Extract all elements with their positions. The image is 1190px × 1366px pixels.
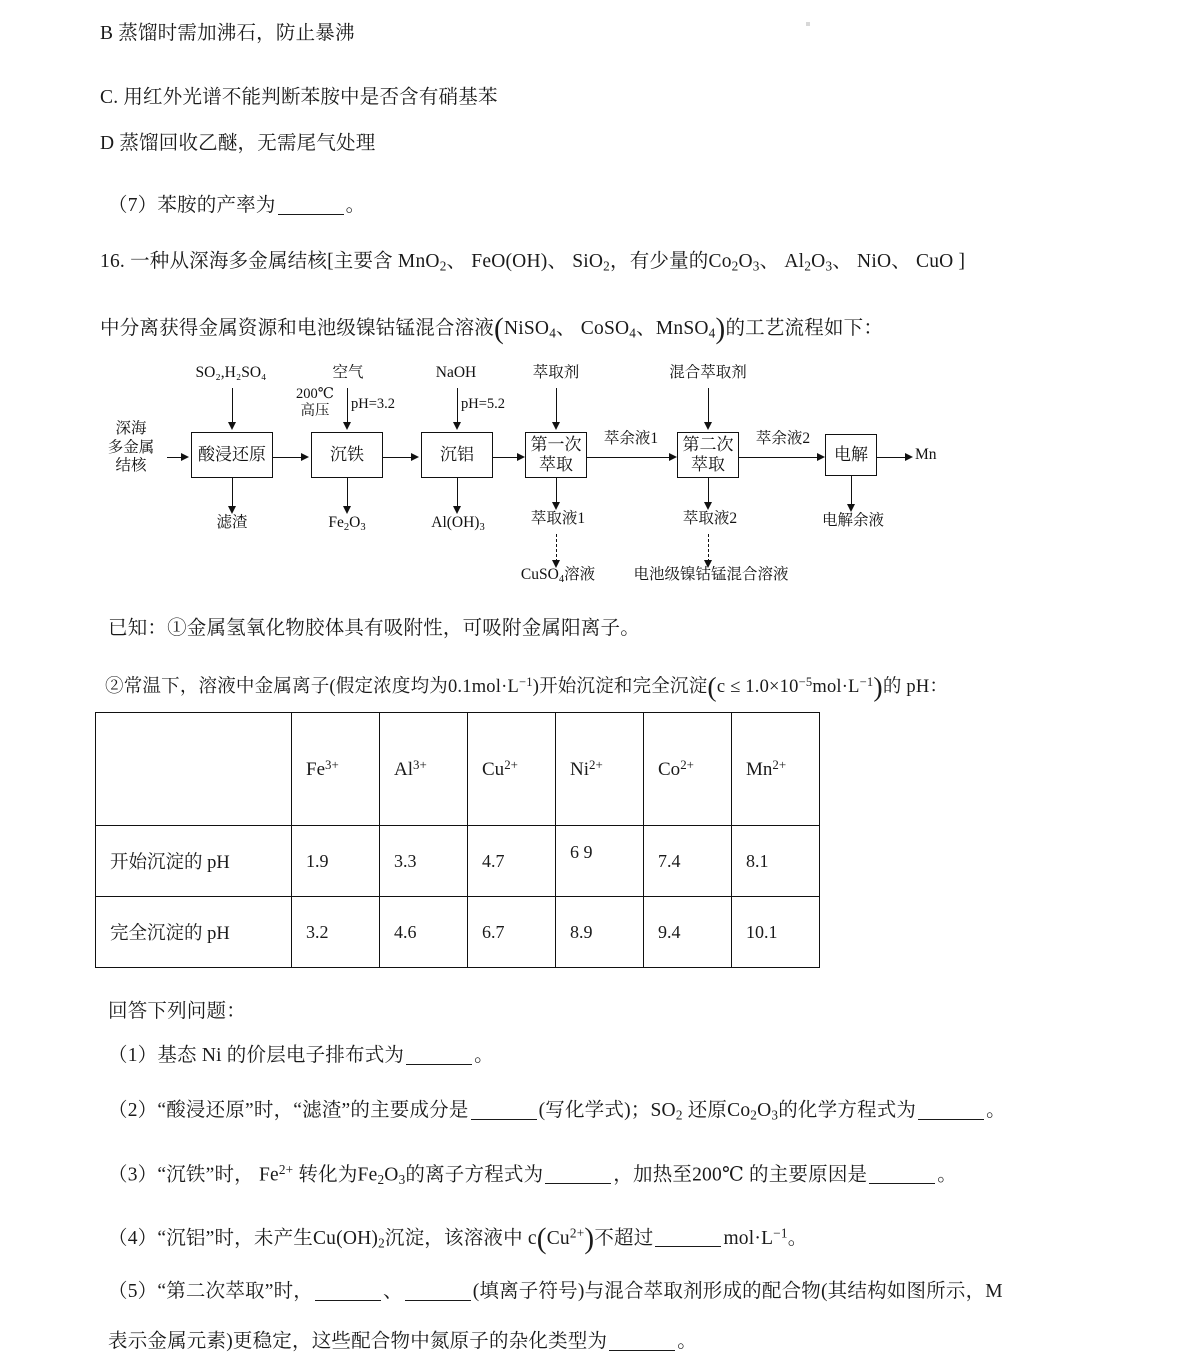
answer-blank[interactable] [315,1281,381,1301]
ph-precipitation-table [95,712,820,968]
flow-arrowhead-1-2 [301,453,309,461]
flow-arrowhead-aloh3 [453,506,461,514]
sub-question-4-sub-oh2: 2 [378,1235,385,1251]
known-2-e: c ≤ 1.0×10 [716,677,799,698]
known-2-c: 0.1mol·L [447,677,519,698]
q4-close-paren: ) [584,1223,595,1255]
answer-blank[interactable] [278,195,344,215]
box-extract-2[interactable] [677,432,739,478]
question-16-text-e: 、 Al [759,251,805,272]
question-7-text: （7）苯胺的产率为 [108,195,276,216]
question-16-line-1 [100,248,965,276]
box-al-precip-label: 沉铝 [440,444,474,464]
flow-arrowhead-2-3 [411,453,419,461]
sub-question-3-text-e: ，加热至200℃ 的主要原因是 [613,1164,868,1186]
ion-charge-co: 2+ [680,756,694,772]
sub-question-2-suffix: 。 [986,1100,1006,1121]
sub-niso4: 4 [549,325,557,341]
cell-start-fe: 1.9 [292,826,380,897]
question-16-number: 16. [100,251,125,272]
intermediate-raffinate-2: 萃余液2 [755,430,811,447]
sub-question-3-text-c: O [384,1164,399,1186]
flow-arrowhead-reagent-4 [552,422,560,430]
process-flow-diagram [95,358,965,593]
reagent-air: 空气 [332,364,364,381]
sub-question-3-text-a: “沉铁”时， Fe [157,1164,279,1186]
answer-blank[interactable] [869,1164,935,1184]
condition-temperature: 200℃ [296,386,334,402]
scan-artifact-dot [806,22,810,26]
flow-connector-fe2o3 [347,478,348,508]
output-aloh3-sub: 3 [479,521,485,533]
cell-complete-ni: 8.9 [556,897,644,968]
sub-question-5-line-1 [108,1278,1003,1306]
answer-blank[interactable] [609,1331,675,1351]
question-16-text-d: O [738,251,753,272]
known-2-g: 的 pH： [882,677,949,698]
ion-symbol-al: Al [394,759,413,781]
output-extract-liquid-1: 萃取液1 [530,510,586,527]
flow-arrowhead-3-4 [517,453,525,461]
reagent-acid-leach: SO₂,H₂SO₄ [195,364,267,381]
box-fe-precip-label: 沉铁 [330,444,364,464]
output-fe2o3-sub2: 3 [360,521,366,533]
sub-question-2-sub-o3: 3 [771,1107,779,1123]
flow-connector-reagent-3 [457,388,458,424]
output-aloh3-a: Al(OH) [431,514,480,531]
cell-complete-al: 4.6 [380,897,468,968]
sub-question-2-sub-so2: 2 [675,1107,683,1123]
flow-arrowhead-reagent-3 [453,422,461,430]
sub-question-2-text-c: 还原Co [682,1100,751,1121]
q4-open-paren: ( [536,1223,547,1255]
sub-o3: 3 [752,258,760,274]
known-open-paren: ( [707,672,717,703]
question-16-text-c: ，有少量的Co [610,251,732,272]
table-col-header-mn [732,713,820,826]
answer-blank[interactable] [655,1228,721,1248]
open-paren: ( [494,313,504,345]
sub-question-4-text-b: 沉淀，该溶液中 c [384,1227,537,1249]
flow-connector-extract-liquid-2 [708,478,709,504]
sub-question-5-text-b: 、 [382,1281,403,1302]
sub-question-4-label: （4） [108,1227,158,1249]
output-extract-liquid-2: 萃取液2 [682,510,738,527]
answer-blank[interactable] [405,1281,471,1301]
question-16-line2-a: 中分离获得金属资源和电池级镍钴锰混合溶液 [100,317,495,339]
known-2-b: ，溶液中金属离子(假定浓度均为 [179,677,448,698]
question-16-line-2 [100,308,883,350]
question-16-line2-e: 的工艺流程如下： [725,317,884,339]
sub-question-3-sup-fe2: 2+ [278,1162,294,1177]
ion-symbol-ni: Ni [570,759,589,781]
option-b: B 蒸馏时需加沸石，防止暴沸 [100,23,355,44]
answer-blank[interactable] [406,1045,472,1065]
output-electrolysis-residue: 电解余液 [821,512,884,529]
cell-complete-cu: 6.7 [468,897,556,968]
flow-arrowhead-reagent-1 [228,422,236,430]
question-16-text-f: O [811,251,826,272]
reagent-mixed-extractant: 混合萃取剂 [669,364,747,381]
question-16-text-b: 、 FeO(OH)、 SiO [446,251,604,272]
table-col-header-fe [292,713,380,826]
sub-question-2-sub-co2: 2 [750,1107,758,1123]
sub-question-2-text-a: “酸浸还原”时，“滤渣”的主要成分是 [157,1100,469,1121]
cell-complete-co: 9.4 [644,897,732,968]
ion-charge-al: 3+ [413,756,427,772]
question-16-line2-b: NiSO [503,317,550,339]
sub-sio2: 2 [603,258,610,274]
output-battery-solution: 电池级镍钴锰混合溶液 [633,566,789,583]
sub-mno2: 2 [439,258,447,274]
sub-question-4-sup-cu2: 2+ [569,1225,585,1241]
question-7-suffix: 。 [345,195,366,216]
sub-question-1-label: （1） [108,1045,158,1066]
close-paren: ) [715,313,726,345]
box-extract-1-label-line2: 萃取 [539,455,573,474]
box-al-precip[interactable] [421,432,493,478]
known-2-d: )开始沉淀和完全沉淀 [532,677,708,698]
sub-question-4-suffix: 。 [787,1227,808,1249]
sub-question-5-suffix: 。 [677,1331,697,1352]
sub-mnso4: 4 [708,325,716,341]
table-col-header-cu [468,713,556,826]
sub-question-5-label: （5） [108,1281,158,1302]
box-fe-precip[interactable] [311,432,383,478]
sub-question-2-text-e: 的化学方程式为 [778,1100,917,1121]
table-corner-cell [96,713,292,826]
flow-arrowhead-reagent-2 [343,422,351,430]
flow-arrowhead-mn [905,453,913,461]
sub-question-1-suffix: 。 [474,1045,494,1066]
sub-question-3-sub-fe2: 2 [377,1172,385,1188]
question-16-line2-d: 、MnSO [636,317,709,339]
flow-arrowhead-4-5 [669,453,677,461]
table-col-header-ni [556,713,644,826]
cell-start-ni: 6 9 [556,826,644,897]
known-2-a: ②常温下 [105,677,180,698]
row-header-complete-precip: 完全沉淀的 pH [96,897,292,968]
output-fe2o3-sub1: 2 [343,521,350,533]
flow-arrowhead-electrolysis-residue [847,504,855,512]
flow-arrowhead-extract-liquid-1 [552,502,560,510]
sub-question-5-text-a: “第二次萃取”时， [157,1281,313,1302]
reagent-naoh: NaOH [435,364,477,381]
question-7 [108,192,365,220]
sub-al2: 2 [804,258,812,274]
flow-connector-residue [232,478,233,508]
ion-charge-ni: 2+ [589,756,603,772]
reagent-extractant-1: 萃取剂 [532,364,580,381]
sub-question-4-text-a: “沉铝”时，未产生Cu(OH) [157,1227,379,1249]
sub-question-3-text-d: 的离子方程式为 [405,1164,544,1186]
sub-coso4: 4 [629,325,637,341]
flow-connector-reagent-4 [556,388,557,424]
ion-symbol-mn: Mn [746,759,773,781]
answer-blank[interactable] [545,1164,611,1184]
table-col-header-al [380,713,468,826]
box-electrolysis-label: 电解 [834,444,868,464]
table-header-row [96,713,820,826]
known-2-c-sup: −1 [518,675,533,690]
known-condition-1: 已知：①金属氢氧化物胶体具有吸附性，可吸附金属阳离子。 [108,618,640,639]
output-cuso4-solution [503,566,613,587]
condition-ph-32: pH=3.2 [351,396,396,412]
sub-question-1 [108,1042,494,1070]
ion-symbol-fe: Fe [306,759,325,781]
flow-arrowhead-residue [228,506,236,514]
box-acid-leach[interactable] [191,432,273,478]
flow-connector-battery-dashed [708,534,709,562]
sub-al-o3: 3 [825,258,833,274]
sub-question-2-label: （2） [108,1100,158,1121]
table-col-header-co [644,713,732,826]
flow-arrowhead-feed [181,453,189,461]
sub-question-4-text-d: 不超过 [594,1227,654,1249]
sub-question-5-line-2 [108,1328,697,1356]
question-16-text-a: 一种从深海多金属结核[主要含 MnO [130,251,440,272]
flow-input-line-2: 多金属 [107,438,155,456]
ion-charge-mn: 2+ [772,756,787,772]
sub-question-3-sub-o3: 3 [398,1172,406,1188]
known-close-paren: ) [873,672,883,703]
output-mn: Mn [915,446,937,463]
ion-symbol-cu: Cu [482,759,505,781]
cell-start-al: 3.3 [380,826,468,897]
ion-symbol-co: Co [658,759,681,781]
sub-question-1-text: 基态 Ni 的价层电子排布式为 [157,1045,405,1066]
box-extract-2-label-line2: 萃取 [691,455,725,474]
box-extract-1[interactable] [525,432,587,478]
question-16-line2-c: 、 CoSO [556,317,630,339]
cell-complete-fe: 3.2 [292,897,380,968]
flow-arrowhead-5-6 [817,453,825,461]
known-2-f-sup: −1 [859,675,874,690]
intermediate-raffinate-1: 萃余液1 [603,430,659,447]
answer-prompt: 回答下列问题： [108,1001,246,1022]
output-fe2o3 [307,514,387,535]
flow-input-line-1: 深海 [115,420,147,437]
cell-start-mn: 8.1 [732,826,820,897]
flow-connector-reagent-2 [347,388,348,424]
option-d: D 蒸馏回收乙醚，无需尾气处理 [100,133,376,154]
sub-co2: 2 [731,258,739,274]
box-electrolysis[interactable] [825,434,877,476]
sub-question-4-text-e: mol·L [723,1227,774,1249]
output-cuso4-b: 溶液 [564,566,596,583]
answer-blank[interactable] [471,1100,537,1120]
condition-pressure: 高压 [300,402,330,419]
condition-ph-52: pH=5.2 [461,396,506,412]
flow-arrowhead-fe2o3 [343,506,351,514]
ion-charge-fe: 3+ [325,756,339,772]
sub-question-3-text-b: 转化为Fe [293,1164,378,1186]
cell-complete-mn: 10.1 [732,897,820,968]
answer-blank[interactable] [918,1100,984,1120]
flow-connector-reagent-1 [232,388,233,424]
cell-start-co: 7.4 [644,826,732,897]
flow-connector-electrolysis-residue [851,476,852,506]
ion-charge-cu: 2+ [504,756,518,772]
flow-connector-cuso4-dashed [556,534,557,562]
row-header-start-precip: 开始沉淀的 pH [96,826,292,897]
output-fe2o3-b: O [349,514,361,531]
flow-arrowhead-reagent-5 [704,422,712,430]
known-2-f: mol·L [812,677,860,698]
sub-question-4-sup-l: −1 [773,1225,788,1241]
flow-arrowhead-extract-liquid-2 [704,502,712,510]
sub-question-3-suffix: 。 [937,1164,957,1186]
flow-connector-5-6 [739,457,821,458]
box-extract-1-label-line1: 第一次 [530,434,582,454]
cell-start-cu: 4.7 [468,826,556,897]
sub-question-3-label: （3） [108,1164,158,1186]
flow-connector-4-5 [587,457,673,458]
sub-question-4 [108,1218,807,1260]
table-row [96,826,820,897]
output-fe2o3-a: Fe [328,514,344,531]
flow-input-line-3: 结核 [115,457,147,475]
question-16-text-g: 、 NiO、 CuO ] [832,251,966,272]
known-condition-2 [105,668,948,708]
condition-temperature-pressure [285,386,345,419]
sub-question-2-text-b: (写化学式)；SO [538,1100,676,1121]
known-2-e-sup: −5 [798,675,813,690]
output-cuso4-sub: 4 [558,573,565,585]
output-aloh3 [413,514,503,535]
option-c: C. 用红外光谱不能判断苯胺中是否含有硝基苯 [100,87,498,108]
sub-question-2-text-d: O [757,1100,772,1121]
box-acid-leach-label: 酸浸还原 [198,444,266,464]
table-row [96,897,820,968]
flow-connector-aloh3 [457,478,458,508]
flow-input-label [95,420,167,476]
sub-question-5-text-c: (填离子符号)与混合萃取剂形成的配合物(其结构如图所示，M [472,1281,1003,1302]
output-residue: 滤渣 [216,514,248,531]
sub-question-2 [108,1097,1006,1125]
flow-connector-reagent-5 [708,388,709,424]
box-extract-2-label-line1: 第二次 [682,434,734,454]
output-cuso4-a: CuSO [520,566,559,583]
sub-question-5-text-d: 表示金属元素)更稳定，这些配合物中氮原子的杂化类型为 [108,1331,608,1352]
sub-question-4-text-c: Cu [546,1227,570,1249]
flow-connector-extract-liquid-1 [556,478,557,504]
sub-question-3 [108,1160,957,1190]
